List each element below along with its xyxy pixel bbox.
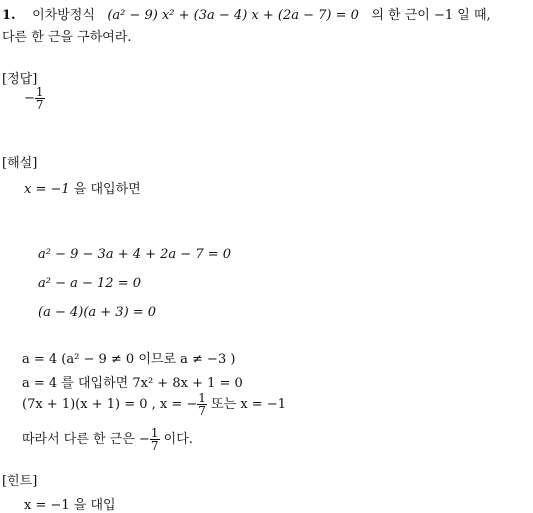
hint-text: x = −1 을 대입: [24, 498, 116, 513]
line6-fraction: [197, 392, 207, 417]
intro-math: x = −1: [24, 182, 70, 197]
line6-post: 또는 x = −1: [211, 397, 286, 412]
line7-denominator: 7: [150, 439, 159, 453]
answer-value: [24, 86, 45, 111]
intro-text: 을 대입하면: [73, 182, 141, 197]
explanation-line-7: [22, 427, 193, 452]
problem-statement: [2, 4, 491, 23]
line7-numerator: 1: [150, 426, 159, 440]
answer-header: [정답]: [2, 72, 38, 87]
explanation-line-4: a = 4 (a² − 9 ≠ 0 이므로 a ≠ −3 ): [22, 352, 236, 367]
line7-fraction: [150, 427, 160, 452]
explanation-intro: [24, 178, 141, 197]
explanation-line-5: a = 4 를 대입하면 7x² + 8x + 1 = 0: [22, 376, 243, 391]
equation-step-2: a² − a − 12 = 0: [38, 276, 141, 291]
line7-post: 이다.: [163, 432, 193, 447]
answer-numerator: 1: [35, 85, 44, 99]
explanation-line-6: [22, 392, 286, 417]
problem-condition: 의 한 근이 −1 일 때,: [371, 8, 491, 23]
problem-number: 1.: [2, 8, 16, 23]
problem-equation: (a² − 9) x² + (3a − 4) x + (2a − 7) = 0: [107, 8, 359, 23]
line7-pre: 따라서 다른 한 근은 −: [22, 432, 150, 447]
explanation-header: [해설]: [2, 156, 38, 171]
problem-intro: 이차방정식: [32, 8, 95, 23]
equation-step-1: a² − 9 − 3a + 4 + 2a − 7 = 0: [38, 247, 232, 262]
line6-numerator: 1: [198, 391, 206, 405]
hint-header: [힌트]: [2, 474, 38, 489]
equation-step-3: (a − 4)(a + 3) = 0: [38, 305, 157, 320]
problem-question: 다른 한 근을 구하여라.: [2, 30, 132, 45]
answer-fraction: [35, 86, 45, 111]
line6-denominator: 7: [198, 404, 206, 418]
answer-sign: −: [24, 91, 35, 106]
line6-pre: (7x + 1)(x + 1) = 0 , x = −: [22, 397, 198, 412]
answer-denominator: 7: [35, 98, 44, 112]
